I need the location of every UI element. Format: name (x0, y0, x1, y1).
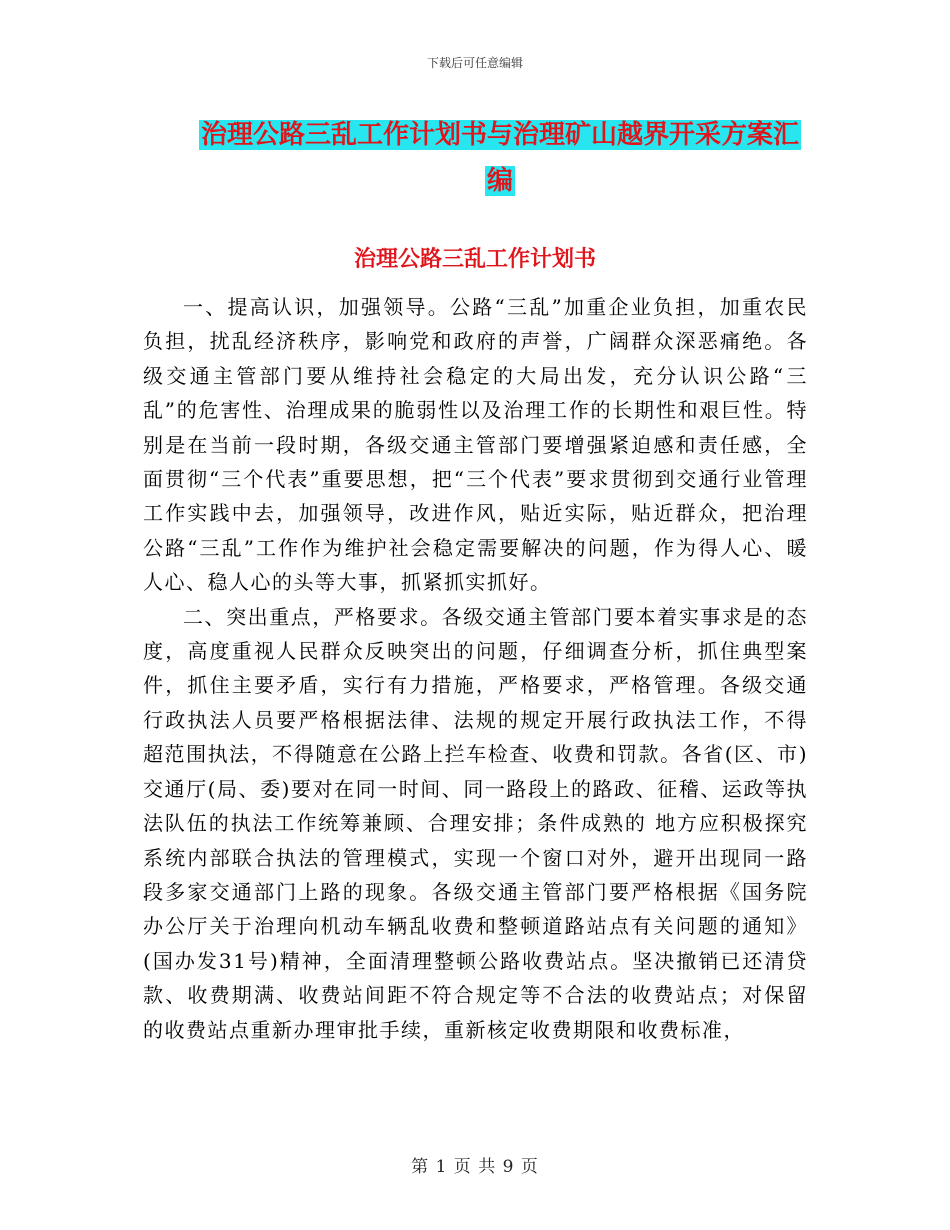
paragraph-2: 二、突出重点，严格要求。各级交通主管部门要本着实事求是的态度，高度重视人民群众反映突出的问题，仔细调查分析，抓住典型案件，抓住主要矛盾，实行有力措施，严格要求，严格管理。各级交通行政执法人员要严格根据法律、法规的规定开展行政执法工作，不得超范围执法，不得随意在公路上拦车检查、收费和罚款。各省(区、市)交通厅(局、委)要对在同一时间、同一路段上的路政、征稽、运政等执法队伍的执法工作统筹兼顾、合理安排；条件成熟的 地方应积极探究系统内部联合执法的管理模式，实现一个窗口对外，避开出现同一路段多家交通部门上路的现象。各级交通主管部门要严格根据《国务院办公厅关于治理向机动车辆乱收费和整顿道路站点有关问题的通知》(国办发31号)精神，全面清理整顿公路收费站点。坚决撤销已还清贷款、收费期满、收费站间距不符合规定等不合法的收费站点；对保留的收费站点重新办理审批手续，重新核定收费期限和收费标准， (143, 604, 808, 1042)
paragraph-1: 一、提高认识，加强领导。公路“三乱”加重企业负担，加重农民负担，扰乱经济秩序，影响党和政府的声誉，广阔群众深恶痛绝。各级交通主管部门要从维持社会稳定的大局出发，充分认识公路“三乱”的危害性、治理成果的脆弱性以及治理工作的长期性和艰巨性。特别是在当前一段时期，各级交通主管部门要增强紧迫感和责任感，全面贯彻“三个代表”重要思想，把“三个代表”要求贯彻到交通行业管理工作实践中去，加强领导，改进作风，贴近实际，贴近群众，把治理公路“三乱”工作作为维护社会稳定需要解决的问题，作为得人心、暖人心、稳人心的头等大事，抓紧抓实抓好。 (143, 295, 808, 595)
document-title-line-1: 治理公路三乱工作计划书与治理矿山越界开采方案汇 (200, 120, 799, 150)
header-note: 下载后可任意编辑 (426, 56, 523, 70)
document-title (190, 112, 810, 204)
document-body (143, 290, 808, 1047)
section-title: 治理公路三乱工作计划书 (353, 246, 596, 272)
document-title-line-2: 编 (486, 166, 513, 196)
page-footer: 第 1 页 共 9 页 (411, 1157, 539, 1177)
